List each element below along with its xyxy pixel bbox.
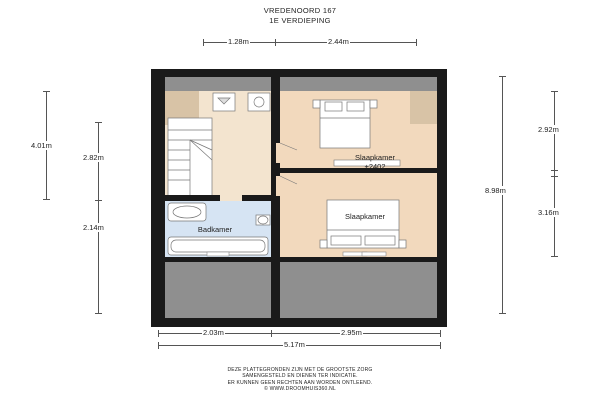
right-dim-line-parts (554, 91, 555, 257)
left-dim-line-parts (98, 122, 99, 314)
bedroom-front-sub: +2402 (364, 162, 386, 171)
disclaimer-line-4: © WWW.DROOMHUIS360.NL (264, 386, 336, 393)
address-title: VREDENOORD 167 (263, 6, 337, 15)
dim-right-total: 8.98m (485, 186, 506, 195)
roof-slope-bottom-left (165, 262, 271, 318)
dim-top-left: 1.28m (228, 37, 249, 46)
dim-left-total: 4.01m (31, 141, 52, 150)
bedroom-front-name: Slaapkamer (354, 153, 396, 162)
dim-bottom-left: 2.03m (203, 328, 224, 337)
door-bathroom (220, 195, 242, 201)
roof-slope-top-right (280, 77, 437, 91)
central-wall (271, 77, 280, 262)
bedroom-wall-bottom (280, 257, 437, 262)
door-front-bedroom (276, 143, 280, 163)
bedroom-front-corner (410, 91, 437, 124)
bath-wall-bottom (165, 257, 271, 262)
bottom-dim-line-parts (158, 333, 441, 334)
room-label-bedroom-front (340, 153, 410, 171)
roof-slope-bottom-right (280, 262, 437, 318)
dim-right-upper: 2.92m (538, 125, 559, 134)
dim-bottom-right: 2.95m (341, 328, 362, 337)
dim-right-lower: 3.16m (538, 208, 559, 217)
dim-bottom-total: 5.17m (284, 340, 305, 349)
room-label-bedroom-back: Slaapkamer (344, 212, 386, 221)
disclaimer (0, 367, 600, 393)
dim-top-right: 2.44m (328, 37, 349, 46)
stair (168, 118, 212, 196)
right-dim-line-total (502, 76, 503, 314)
floor-title: 1E VERDIEPING (269, 16, 331, 25)
bed-back (320, 200, 406, 248)
door-back-bedroom (276, 176, 280, 196)
dim-left-upper: 2.82m (83, 153, 104, 162)
disclaimer-line-3: ER KUNNEN GEEN RECHTEN AAN WORDEN ONTLEEND. (227, 379, 373, 386)
disclaimer-line-2: SAMENGESTELD EN DIENEN TER INDICATIE. (242, 373, 358, 380)
dim-left-lower: 2.14m (83, 223, 104, 232)
disclaimer-line-1: DEZE PLATTEGRONDEN ZIJN MET DE GROOTSTE ZORG (227, 367, 373, 373)
room-label-bathroom: Badkamer (197, 225, 233, 234)
roof-slope-top-left (165, 77, 271, 91)
bed-front (313, 100, 377, 148)
